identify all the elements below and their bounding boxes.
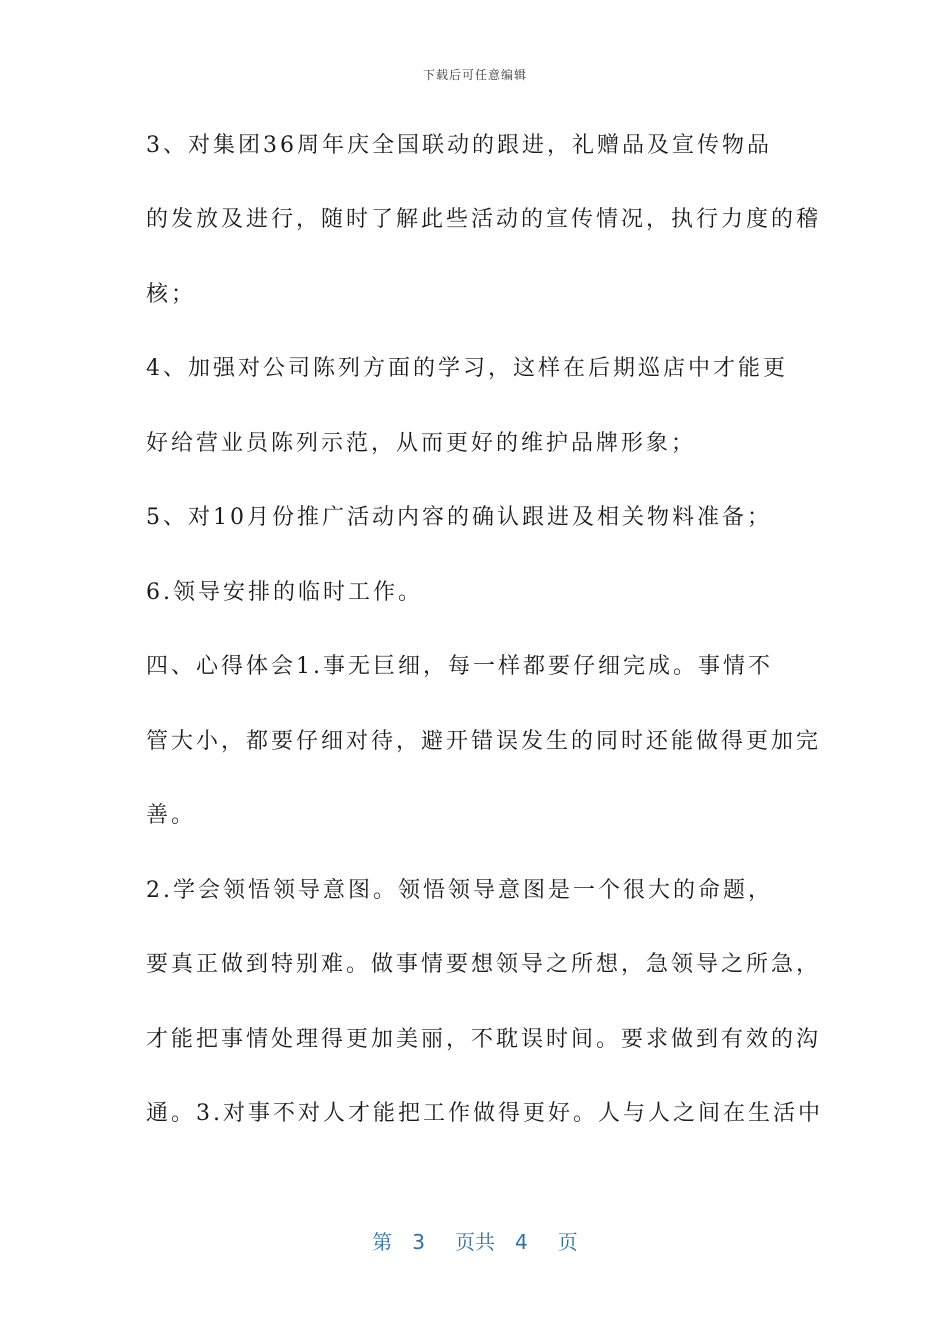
text-line: 核； [146, 282, 197, 307]
text-line: 要真正做到特别难。做事情要想领导之所想，急领导之所急， [146, 952, 822, 977]
page-number-footer [0, 1226, 950, 1255]
text-line: 好给营业员陈列示范，从而更好的维护品牌形象； [146, 431, 697, 456]
current-page-number: 3 [412, 1230, 425, 1254]
text-line: 四、心得体会1.事无巨细，每一样都要仔细完成。事情不 [146, 654, 773, 679]
text-line: 善。 [146, 803, 197, 828]
total-page-number: 4 [515, 1230, 528, 1254]
text-line: 6.领导安排的临时工作。 [146, 580, 423, 605]
text-line: 4、加强对公司陈列方面的学习，这样在后期巡店中才能更 [146, 356, 788, 381]
text-line: 5、对10月份推广活动内容的确认跟进及相关物料准备； [146, 505, 772, 530]
page-header-note: 下载后可任意编辑 [422, 68, 527, 82]
text-line: 的发放及进行，随时了解此些活动的宣传情况，执行力度的稽 [146, 207, 822, 232]
footer-prefix: 第 [372, 1230, 393, 1254]
text-line: 通。3.对事不对人才能把工作做得更好。人与人之间在生活中 [146, 1101, 823, 1126]
text-line: 管大小，都要仔细对待，避开错误发生的同时还能做得更加完 [146, 729, 822, 754]
text-line: 2.学会领悟领导意图。领悟领导意图是一个很大的命题， [146, 878, 773, 903]
footer-suffix: 页 [557, 1230, 578, 1254]
text-line: 3、对集团36周年庆全国联动的跟进，礼赠品及宣传物品 [146, 133, 772, 158]
footer-middle: 页共 [455, 1230, 495, 1254]
text-line: 才能把事情处理得更加美丽，不耽误时间。要求做到有效的沟 [146, 1027, 822, 1052]
